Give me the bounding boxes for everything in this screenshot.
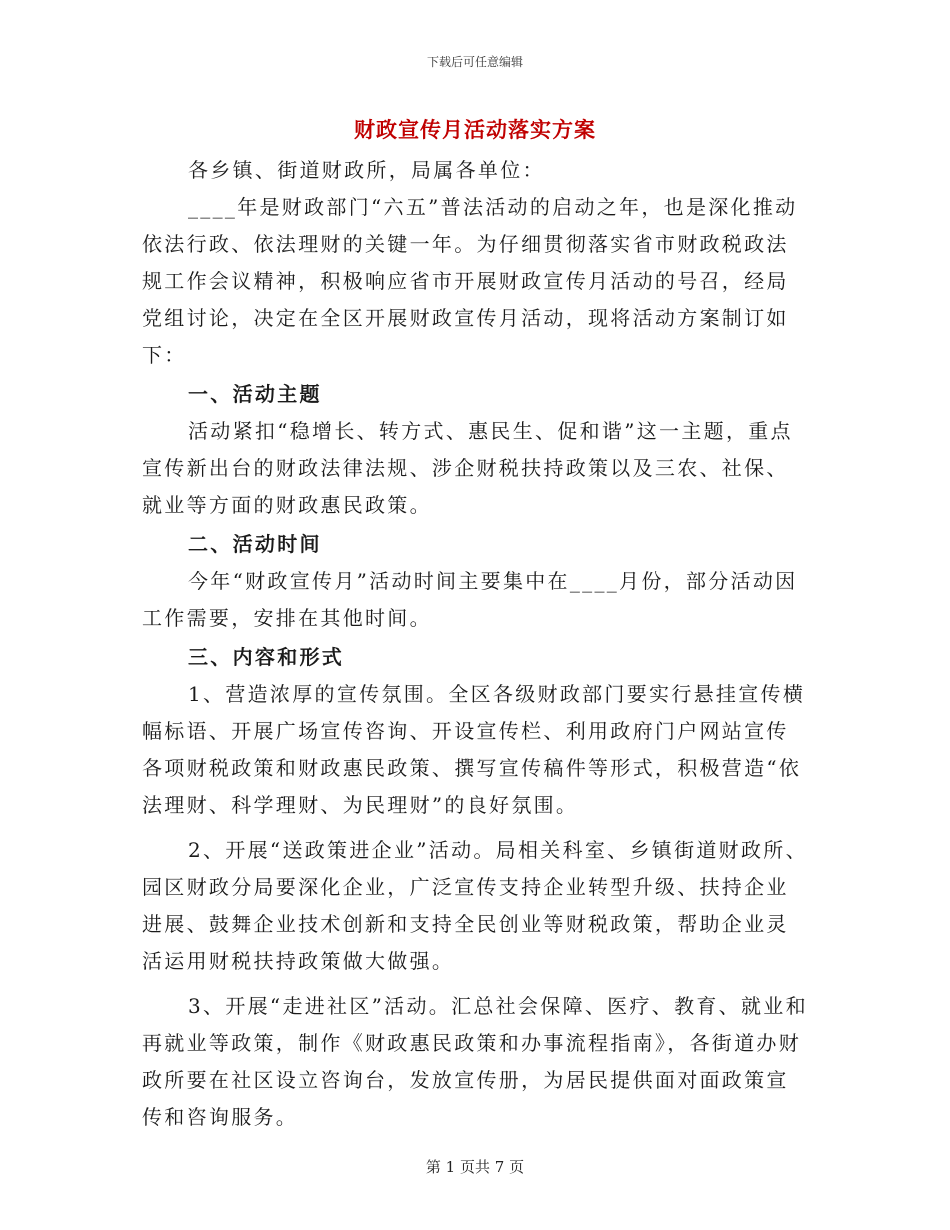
page-number: 第 1 页共 7 页 <box>425 1158 525 1176</box>
section-paragraph: 今年“财政宣传月”活动时间主要集中在____月份，部分活动因工作需要，安排在其他时间。 <box>142 569 798 630</box>
section-heading-content: 三、内容和形式 <box>188 645 345 669</box>
section-heading-time: 二、活动时间 <box>188 532 322 556</box>
section-paragraph: 1、营造浓厚的宣传氛围。全区各级财政部门要实行悬挂宣传横幅标语、开展广场宣传咨询、开设宣传栏、利用政府门户网站宣传各项财税政策和财政惠民政策、撰写宣传稿件等形式，积极营造“依法理财、科学理财、为民理财”的良好氛围。 <box>142 682 806 817</box>
document-title: 财政宣传月活动落实方案 <box>354 117 596 142</box>
section-paragraph: 3、开展“走进社区”活动。汇总社会保障、医疗、教育、就业和再就业等政策，制作《财政惠民政策和办事流程指南》，各街道办财政所要在社区设立咨询台，发放宣传册，为居民提供面对面政策宣传和咨询服务。 <box>142 994 808 1129</box>
header-note: 下载后可任意编辑 <box>426 55 523 69</box>
salutation: 各乡镇、街道财政所，局属各单位： <box>188 158 545 182</box>
intro-paragraph: ____年是财政部门“六五”普法活动的启动之年，也是深化推动依法行政、依法理财的关键一年。为仔细贯彻落实省市财政税政法规工作会议精神，积极响应省市开展财政宣传月活动的号召，经局党组讨论，决定在全区开展财政宣传月活动，现将活动方案制订如下： <box>142 195 798 367</box>
document-body <box>142 152 810 1136</box>
section-paragraph: 2、开展“送政策进企业”活动。局相关科室、乡镇街道财政所、园区财政分局要深化企业，广泛宣传支持企业转型升级、扶持企业进展、鼓舞企业技术创新和支持全民创业等财税政策，帮助企业灵活运用财税扶持政策做大做强。 <box>142 838 808 973</box>
section-heading-theme: 一、活动主题 <box>188 382 322 406</box>
section-paragraph: 活动紧扣“稳增长、转方式、惠民生、促和谐”这一主题，重点宣传新出台的财政法律法规、涉企财税扶持政策以及三农、社保、就业等方面的财政惠民政策。 <box>142 419 793 517</box>
